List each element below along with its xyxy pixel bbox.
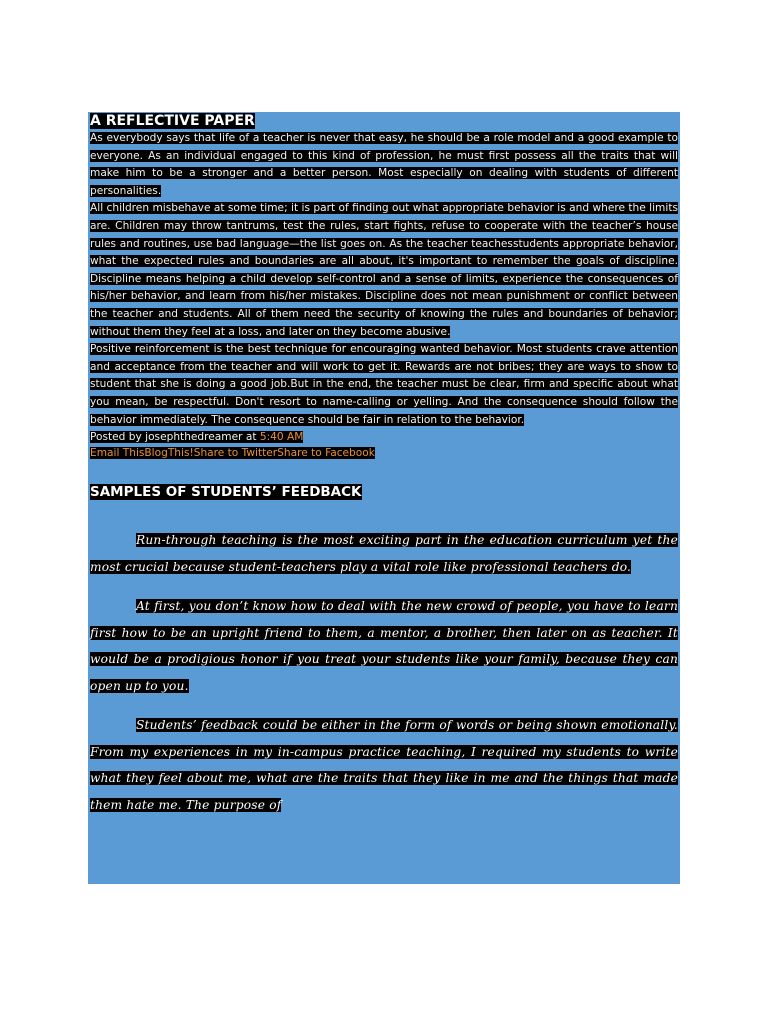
feedback-paragraph-3-text: Students’ feedback could be either in the form of words or being shown emotionally. From my experiences in my in-campus practice teaching, I required my students to write what they feel about me, what are the traits that they like in me and the things that made them hate me. The purpose of bbox=[90, 718, 678, 812]
paragraph-3 bbox=[88, 341, 680, 429]
paragraph-1-text: As everybody says that life of a teacher is never that easy, he should be a role model and a good example to everyone. As an individual engaged to this kind of profession, he must first possess all the traits that will make him to be a stronger and a better person. Most especially on dealing with students of different personalities. bbox=[90, 132, 678, 197]
feedback-paragraph-2 bbox=[88, 593, 680, 699]
feedback-heading bbox=[88, 483, 680, 501]
feedback-paragraph-3 bbox=[88, 712, 680, 818]
feedback-paragraph-1-text: Run-through teaching is the most exciting part in the education curriculum yet the most crucial because student-teachers play a vital role like professional teachers do. bbox=[90, 533, 678, 574]
paragraph-3-text: Positive reinforcement is the best technique for encouraging wanted behavior. Most students crave attention and acceptance from the teacher and will work to get it. Rewards are not bribes; they are ways to show to student that she is doing a good job.But in the end, the teacher must be clear, firm and specific about what you mean, be respectful. Don't resort to name-calling or yelling. And the consequence should follow the behavior immediately. The consequence should be fair in relation to the behavior. bbox=[90, 343, 678, 426]
paragraph-1 bbox=[88, 130, 680, 200]
feedback-paragraph-1 bbox=[88, 527, 680, 580]
paragraph-2 bbox=[88, 200, 680, 341]
share-links-text[interactable]: Email ThisBlogThis!Share to TwitterShare to Facebook bbox=[90, 447, 375, 460]
posted-by-text: Posted by josephthedreamer at bbox=[90, 431, 260, 444]
feedback-heading-text: SAMPLES OF STUDENTS’ FEEDBACK bbox=[90, 484, 362, 501]
post-meta bbox=[88, 429, 680, 445]
post-meta-highlight bbox=[90, 431, 303, 443]
share-links bbox=[88, 445, 680, 461]
document-page bbox=[88, 112, 680, 884]
document-title-text: A REFLECTIVE PAPER bbox=[90, 113, 255, 129]
document-title bbox=[88, 112, 680, 130]
post-time-link[interactable]: 5:40 AM bbox=[259, 431, 304, 444]
paragraph-2-text: All children misbehave at some time; it is part of finding out what appropriate behavior is and where the limits are. Children may throw tantrums, test the rules, start fights, refuse to cooperate with the teacher’s house rules and routines, use bad language—the list goes on. As the teacher teachesstudents appropriate behavior, what the expected rules and boundaries are all about, it's important to remember the goals of discipline. Discipline means helping a child develop self-control and a sense of limits, experience the consequences of his/her behavior, and learn from his/her mistakes. Discipline does not mean punishment or conflict between the teacher and students. All of them need the security of knowing the rules and boundaries of behavior; without them they feel at a loss, and later on they become abusive. bbox=[90, 202, 678, 338]
feedback-paragraph-2-text: At first, you don’t know how to deal with the new crowd of people, you have to learn first how to be an upright friend to them, a mentor, a brother, then later on as teacher. It would be a prodigious honor if you treat your students like your family, because they can open up to you. bbox=[90, 599, 678, 693]
